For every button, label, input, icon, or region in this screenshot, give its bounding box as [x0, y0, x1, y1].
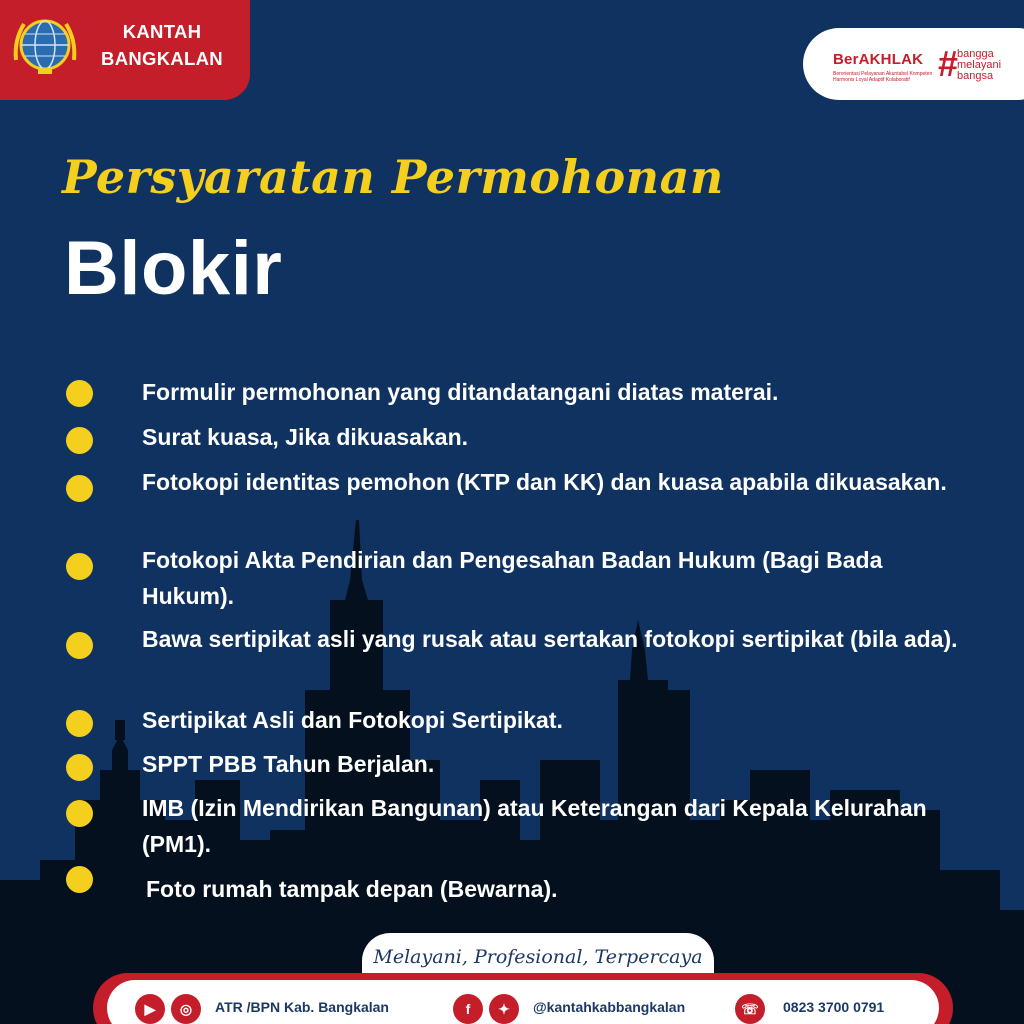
hashtag-icon: #	[938, 43, 959, 84]
requirement-item: Fotokopi Akta Pendirian dan Pengesahan Badan Hukum (Bagi Bada Hukum).	[142, 547, 883, 609]
berakhlak-subtitle: Berorientasi Pelayanan Akuntabel Kompeten Harmonis Loyal Adaptif Kolaboratif	[833, 71, 933, 83]
bullet-icon	[66, 380, 93, 407]
bullet-icon	[66, 427, 93, 454]
requirement-item: Foto rumah tampak depan (Bewarna).	[146, 876, 558, 902]
requirement-item: Surat kuasa, Jika dikuasakan.	[142, 424, 469, 450]
youtube-icon[interactable]: ▶	[135, 994, 165, 1024]
requirement-item: Bawa sertipikat asli yang rusak atau sertakan fotokopi sertipikat (bila ada).	[142, 626, 958, 652]
bullet-icon	[66, 710, 93, 737]
bpn-emblem-icon	[10, 10, 80, 80]
office-badge	[0, 0, 250, 100]
requirement-item: Formulir permohonan yang ditandatangani diatas materai.	[142, 379, 779, 405]
bullet-icon	[66, 553, 93, 580]
footer-social-handle: @kantahkabbangkalan	[533, 999, 686, 1015]
headline-script: Persyaratan Permohonan	[62, 150, 724, 204]
berakhlak-badge	[803, 28, 1024, 100]
headline-main: Blokir	[64, 226, 283, 311]
berakhlak-wordmark: BerAKHLAK	[833, 51, 924, 68]
requirement-item: Sertipikat Asli dan Fotokopi Sertipikat.	[142, 707, 563, 733]
requirement-item: SPPT PBB Tahun Berjalan.	[142, 751, 435, 777]
bullet-icon	[66, 800, 93, 827]
requirement-item: Fotokopi identitas pemohon (KTP dan KK) dan kuasa apabila dikuasakan.	[142, 469, 947, 495]
facebook-icon[interactable]: f	[453, 994, 483, 1024]
footer-inner	[107, 980, 939, 1024]
whatsapp-icon[interactable]: ☏	[735, 994, 765, 1024]
bullet-icon	[66, 754, 93, 781]
office-name: KANTAH BANGKALAN	[101, 21, 223, 69]
instagram-icon[interactable]: ◎	[171, 994, 201, 1024]
twitter-icon[interactable]: ✦	[489, 994, 519, 1024]
bullet-icon	[66, 866, 93, 893]
bullet-icon	[66, 475, 93, 502]
bullet-icon	[66, 632, 93, 659]
tagline: Melayani, Profesional, Terpercaya	[373, 946, 703, 968]
footer-account-name: ATR /BPN Kab. Bangkalan	[215, 999, 389, 1015]
requirement-item: IMB (Izin Mendirikan Bangunan) atau Keterangan dari Kepala Kelurahan (PM1).	[142, 795, 927, 857]
footer-contact-bar	[93, 973, 953, 1024]
footer-phone: 0823 3700 0791	[783, 999, 885, 1015]
bangga-melayani-bangsa-tag: bangga melayani bangsa	[957, 48, 1002, 82]
